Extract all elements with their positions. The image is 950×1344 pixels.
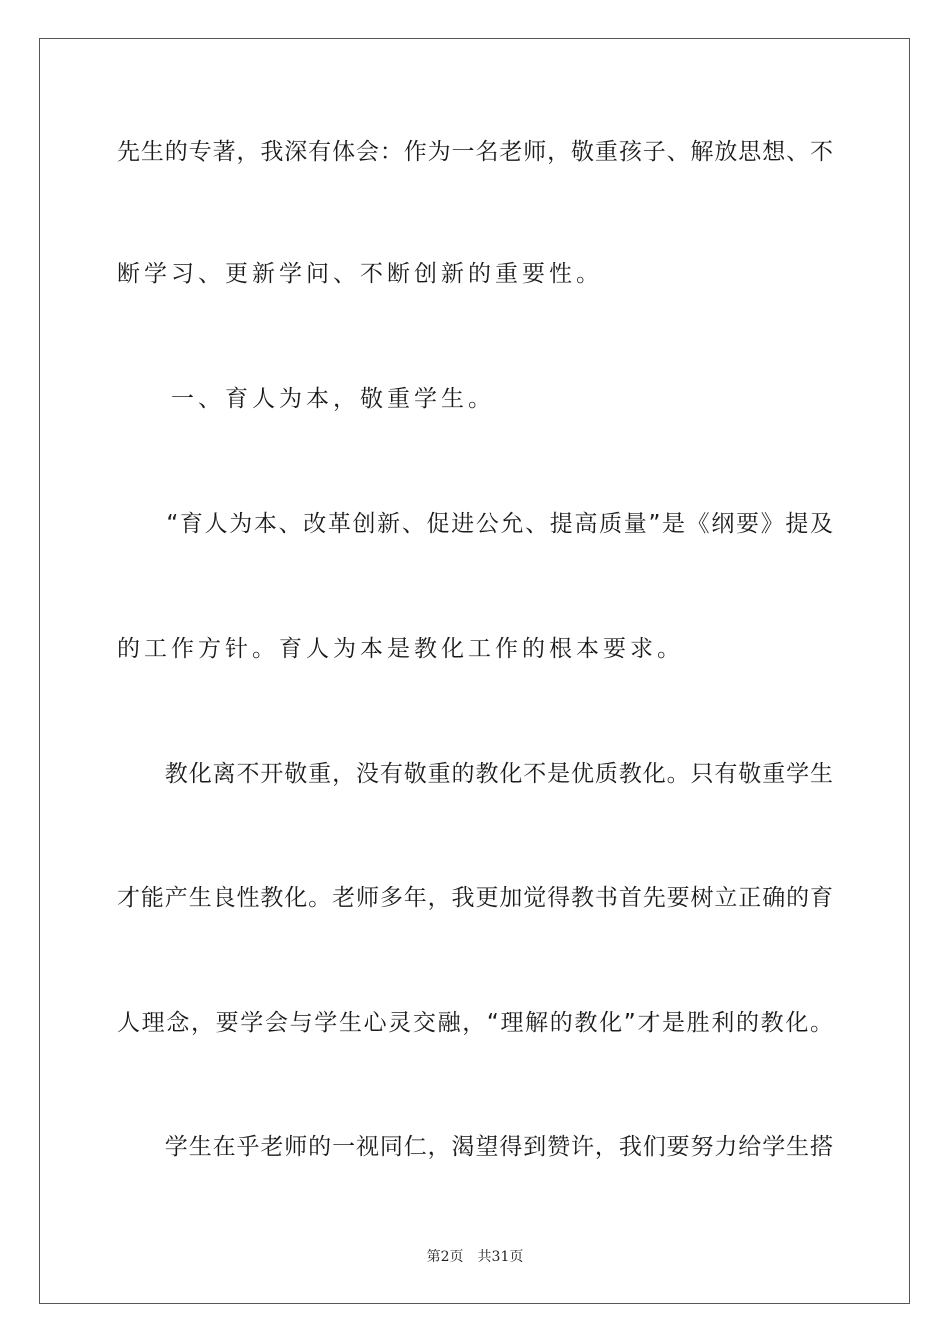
- text-line: 教化离不开敬重，没有敬重的教化不是优质教化。只有敬重学生: [117, 761, 833, 787]
- text-line: 的工作方针。育人为本是教化工作的根本要求。: [117, 636, 684, 662]
- text-line: 人理念，要学会与学生心灵交融，“理解的教化”才是胜利的教化。: [117, 1010, 833, 1036]
- text-line: 一、育人为本，敬重学生。: [117, 386, 495, 412]
- text-line: 先生的专著，我深有体会：作为一名老师，敬重孩子、解放思想、不: [117, 139, 833, 165]
- page-border: [39, 38, 910, 1304]
- text-line: 断学习、更新学问、不断创新的重要性。: [117, 261, 603, 287]
- text-line: 才能产生良性教化。老师多年，我更加觉得教书首先要树立正确的育: [117, 885, 833, 911]
- text-line: “育人为本、改革创新、促进公允、提高质量”是《纲要》提及: [117, 511, 833, 537]
- page-number: 第2页 共31页: [426, 1249, 524, 1265]
- text-line: 学生在乎老师的一视同仁，渴望得到赞许，我们要努力给学生搭: [117, 1134, 833, 1160]
